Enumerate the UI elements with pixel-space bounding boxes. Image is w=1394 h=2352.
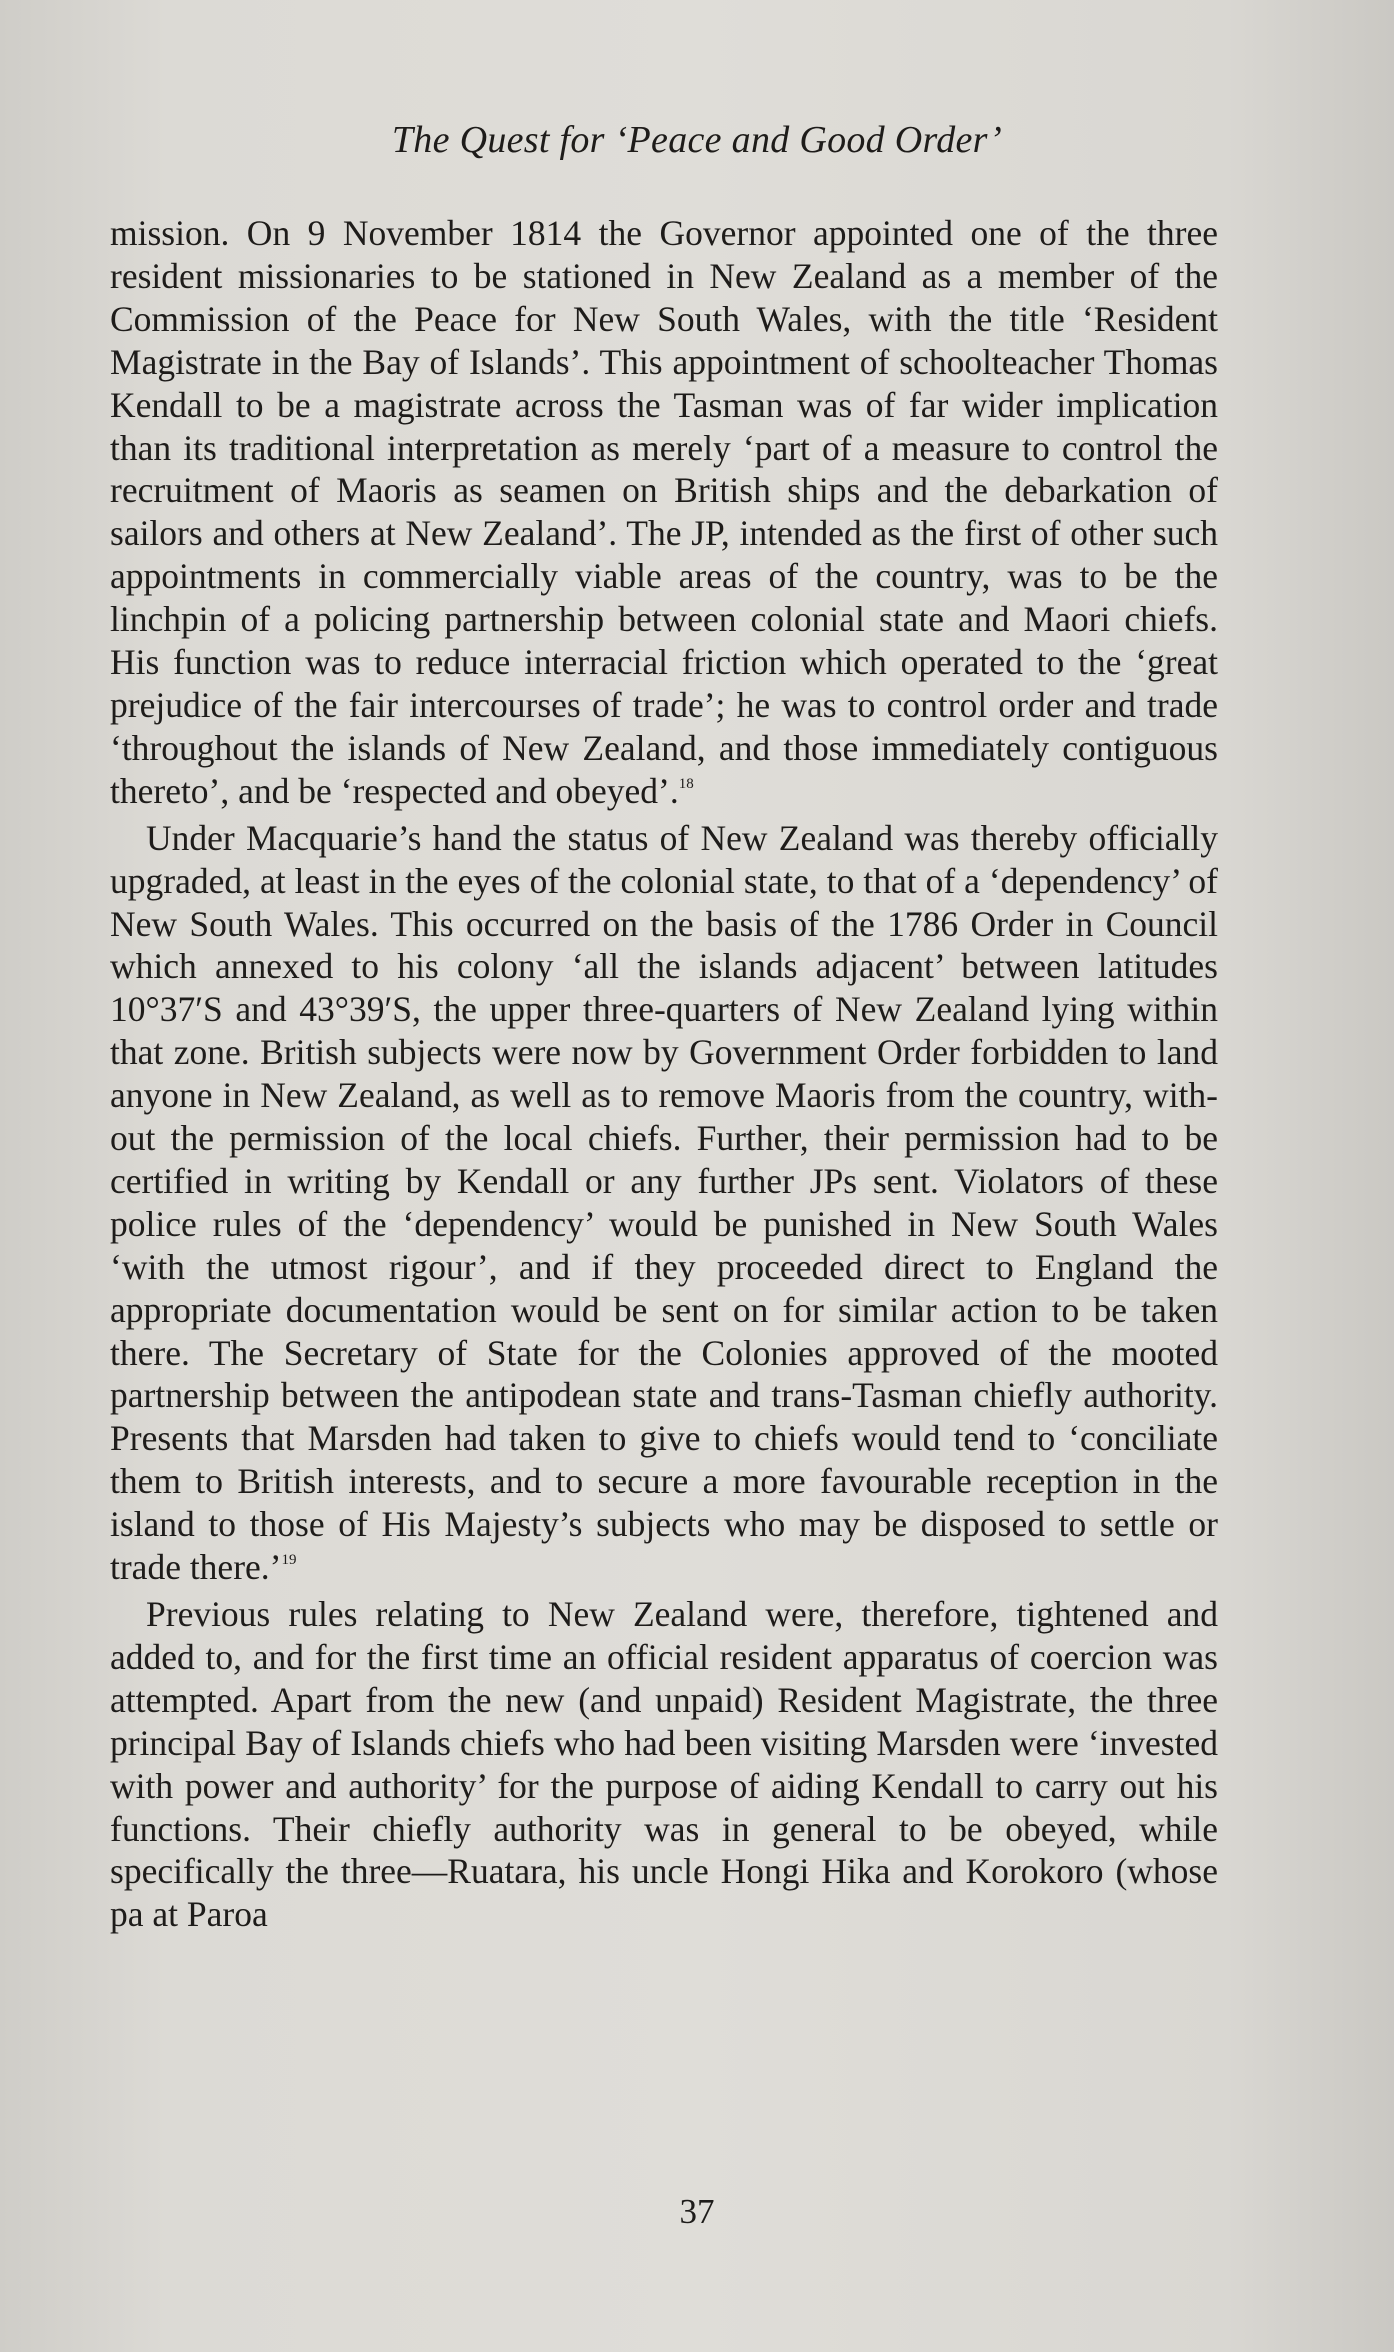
footnote-ref-18: 18 [678,775,694,792]
footnote-ref-19: 19 [281,1552,297,1569]
paragraph-3 [110,1593,1218,1936]
paragraph-3-text: Previous rules relating to New Zealand were, therefore, tightened and added to, and for the first time an official resident apparatus of coercion was attempted. Apart from the new (and unpaid) Resident Magistrate, the three principal Bay of Islands chiefs who had been visiting Marsden were ‘invested with power and authority’ for the purpose of aiding Kendall to carry out his functions. Their chiefly authority was in general to be obeyed, while specifically the three—Ruatara, his uncle Hongi Hika and Korokoro (whose pa at Paroa [110,1594,1218,1935]
body-text [110,212,1218,1936]
page-number: 37 [679,2192,715,2231]
running-head: The Quest for ‘Peace and Good Order’ [391,119,1003,161]
paragraph-2 [110,817,1218,1589]
paragraph-1 [110,212,1218,813]
paragraph-2-text: Under Macquarie’s hand the status of New Zealand was thereby officially upgraded, at least in the eyes of the colonial state, to that of a ‘dependency’ of New South Wales. This occurred on the basis of the 1786 Order in Council which annexed to his colony ‘all the islands adjacent’ between latitudes 10°37′S and 43°39′S, the upper three-quarters of New Zealand lying within that zone. British subjects were now by Government Order forbidden to land anyone in New Zealand, as well as to remove Maoris from the country, without the permission of the local chiefs. Further, their permission had to be certified in writing by Kendall or any further JPs sent. Violators of these police rules of the ‘dependency’ would be punished in New South Wales ‘with the utmost rigour’, and if they proceeded direct to England the appropriate documentation would be sent on for similar action to be taken there. The Secretary of State for the Colonies approved of the mooted partnership between the antipodean state and trans-Tasman chiefly authority. Presents that Marsden had taken to give to chiefs would tend to ‘conciliate them to British interests, and to secure a more favourable reception in the island to those of His Majesty’s subjects who may be disposed to settle or trade there.’ [110,817,1218,1588]
paragraph-1-text: mission. On 9 November 1814 the Governor appointed one of the three resident missionaries to be stationed in New Zealand as a member of the Commission of the Peace for New South Wales, with the title ‘Resident Magistrate in the Bay of Islands’. This appointment of schoolteacher Thomas Kendall to be a magistrate across the Tasman was of far wider implication than its traditional interpretation as merely ‘part of a measure to control the recruitment of Maoris as seamen on British ships and the debarkation of sailors and others at New Zealand’. The JP, intended as the first of other such appointments in commercially viable areas of the country, was to be the linchpin of a policing partnership between colonial state and Maori chiefs. His function was to reduce interracial friction which operated to the ‘great prejudice of the fair intercourses of trade’; he was to control order and trade ‘throughout the islands of New Zealand, and those immediately contiguous thereto’, and be ‘respected and obeyed’. [110,213,1218,811]
